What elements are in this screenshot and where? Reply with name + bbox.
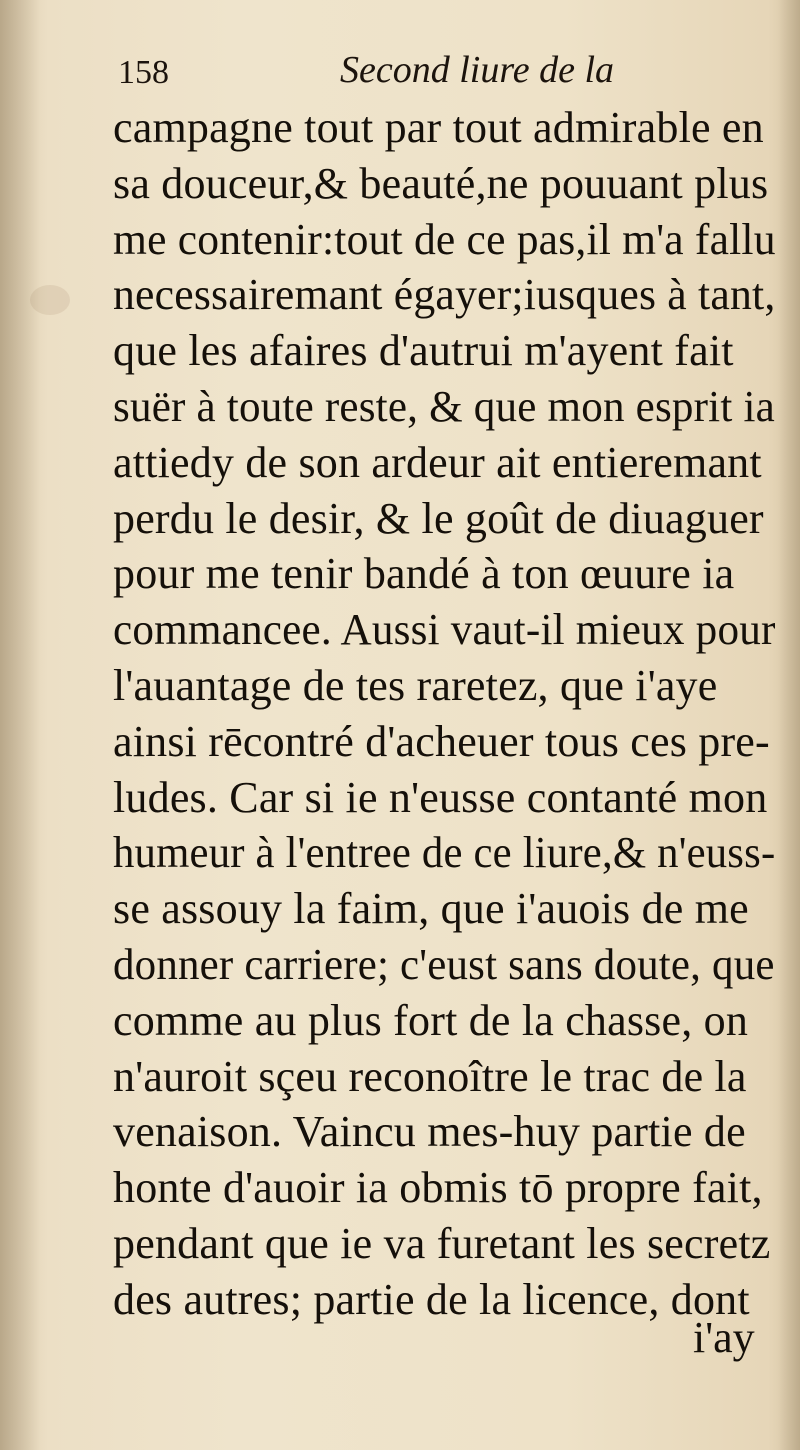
page-number: 158	[118, 54, 169, 91]
text-line: donner carriere; c'eust sans doute, que	[113, 939, 775, 989]
text-line: campagne tout par tout admirable en	[113, 103, 764, 152]
text-line: me contenir:tout de ce pas,il m'a fallu	[113, 214, 776, 264]
gutter-shadow	[0, 0, 40, 1450]
text-line: l'auantage de tes raretez, que i'aye	[113, 660, 718, 710]
text-line: sa douceur,& beauté,ne pouuant plus	[113, 158, 769, 208]
paper-stain	[30, 285, 70, 315]
text-line: perdu le desir, & le goût de diuaguer	[113, 493, 764, 543]
catchword: i'ay	[693, 1313, 755, 1362]
text-line: des autres; partie de la licence, dont	[113, 1274, 750, 1324]
text-line: ainsi rēcontré d'acheuer tous ces pre-	[113, 716, 770, 766]
body-text	[113, 100, 776, 1328]
text-line: venaison. Vaincu mes-huy partie de	[113, 1107, 746, 1157]
text-line: necessairemant égayer;iusques à tant,	[113, 270, 776, 320]
text-line: honte d'auoir ia obmis tō propre fait,	[113, 1163, 763, 1213]
running-title: Second liure de la	[340, 49, 615, 91]
page-edge-shadow	[778, 0, 800, 1450]
text-line: attiedy de son ardeur ait entieremant	[113, 437, 762, 487]
text-line: se assouy la faim, que i'auois de me	[113, 884, 749, 934]
text-line: ludes. Car si ie n'eusse contanté mon	[113, 772, 768, 822]
text-line: pendant que ie va furetant les secretz	[113, 1218, 771, 1268]
text-line: commancee. Aussi vaut-il mieux pour	[113, 605, 776, 655]
text-line: comme au plus fort de la chasse, on	[113, 995, 749, 1045]
text-line: que les afaires d'autrui m'ayent fait	[113, 326, 734, 376]
page-header	[118, 48, 638, 98]
text-line: humeur à l'entree de ce liure,& n'euss-	[113, 828, 776, 878]
text-line: pour me tenir bandé à ton œuure ia	[113, 549, 735, 599]
text-line: n'auroit sçeu reconoître le trac de la	[113, 1051, 747, 1101]
text-line: suër à toute reste, & que mon esprit ia	[113, 381, 775, 431]
